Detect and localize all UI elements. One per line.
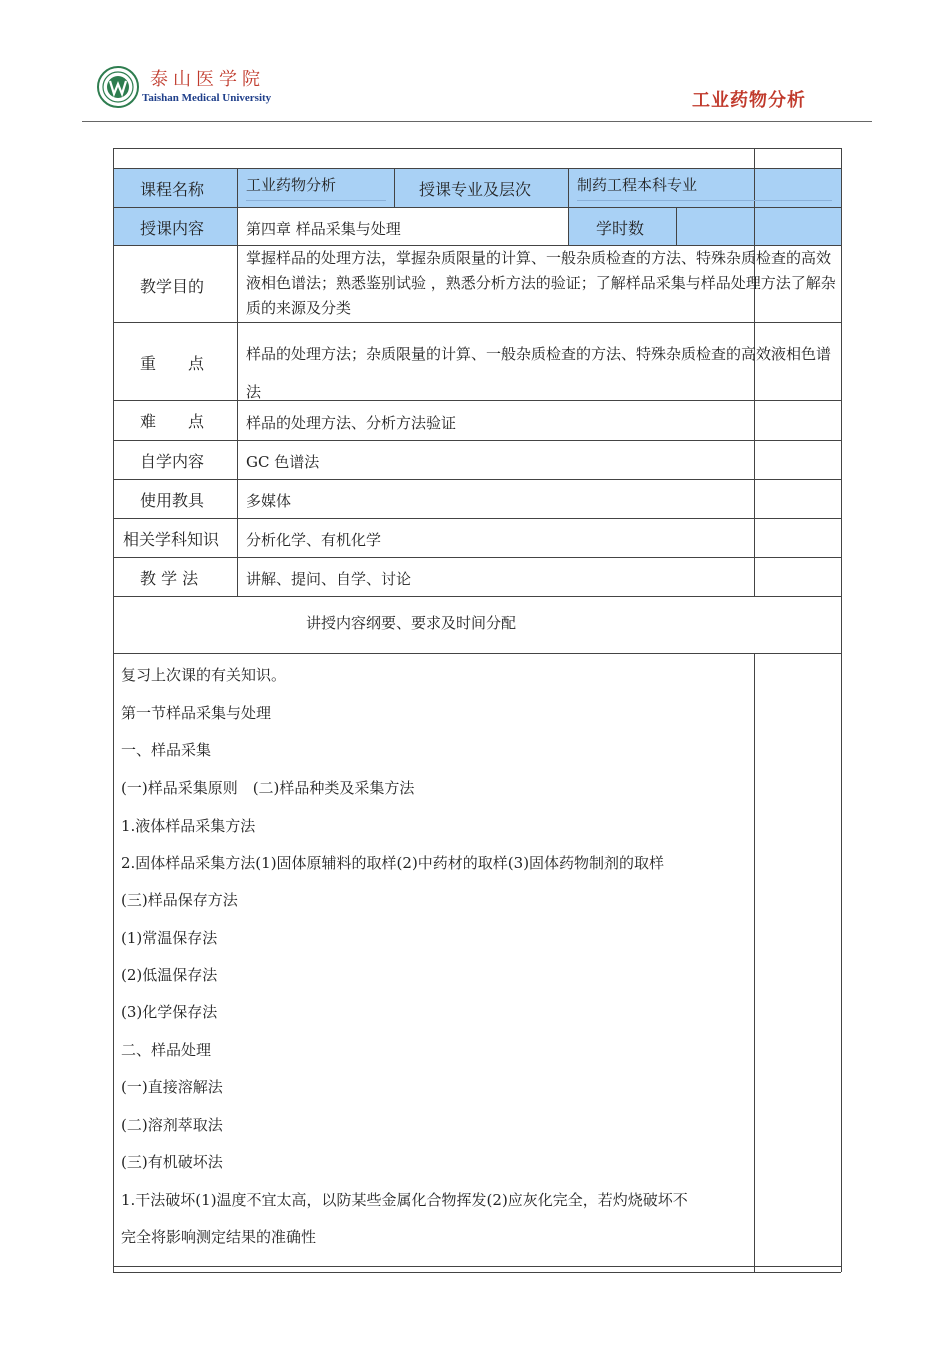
field-underline: [246, 200, 386, 201]
body-line: 二、样品处理: [121, 1041, 212, 1059]
body-line: (三)样品保存方法: [121, 891, 238, 909]
body-line: 完全将影响测定结果的准确性: [121, 1228, 317, 1246]
major-label: 授课专业及层次: [419, 180, 532, 199]
table-border: [113, 148, 841, 149]
hours-label: 学时数: [596, 219, 645, 238]
major-value: 制药工程本科专业: [577, 176, 698, 194]
course-name-label: 课程名称: [140, 180, 205, 199]
body-line: (三)有机破坏法: [121, 1153, 223, 1171]
content-value: 第四章 样品采集与处理: [246, 220, 401, 238]
row-label: 使用教具: [140, 491, 205, 510]
course-name-value: 工业药物分析: [246, 176, 337, 194]
content-label: 授课内容: [140, 219, 205, 238]
row-label: 自学内容: [140, 452, 205, 471]
table-border: [113, 207, 841, 208]
table-border: [841, 148, 842, 1272]
table-border: [113, 479, 841, 480]
table-border: [113, 1266, 841, 1267]
table-border: [113, 322, 841, 323]
table-border: [237, 168, 238, 596]
table-border: [113, 440, 841, 441]
outline-title: 讲授内容纲要、要求及时间分配: [306, 614, 517, 632]
body-line: (2)低温保存法: [121, 966, 218, 984]
body-line: (一)直接溶解法: [121, 1078, 223, 1096]
table-border: [113, 596, 841, 597]
university-name-cn: 泰山医学院: [150, 69, 265, 90]
body-line: (一)样品采集原则 (二)样品种类及采集方法: [121, 779, 415, 797]
header-divider: [82, 121, 872, 122]
table-border: [394, 168, 395, 207]
body-line: 1.干法破坏(1)温度不宜太高，以防某些金属化合物挥发(2)应灰化完全，若灼烧破坏不: [121, 1191, 688, 1209]
row-value: 多媒体: [246, 492, 292, 510]
table-border: [113, 148, 114, 1272]
table-border: [113, 168, 841, 169]
body-line: (1)常温保存法: [121, 929, 218, 947]
row-value: GC 色谱法: [246, 453, 320, 471]
body-line: 一、样品采集: [121, 741, 212, 759]
row-value: 样品的处理方法；杂质限量的计算、一般杂质检查的方法、特殊杂质检查的高效液相色谱法: [246, 345, 832, 401]
row-label: 相关学科知识: [123, 530, 220, 549]
row-value: 讲解、提问、自学、讨论: [246, 570, 412, 588]
table-border: [113, 518, 841, 519]
row-label: 重 点: [140, 354, 205, 373]
row-label: 难 点: [140, 412, 205, 431]
university-emblem-icon: [97, 66, 139, 108]
body-line: 1.液体样品采集方法: [121, 817, 256, 835]
body-line: 2.固体样品采集方法(1)固体原辅料的取样(2)中药材的取样(3)固体药物制剂的取样: [121, 854, 665, 872]
table-border: [754, 653, 755, 1272]
body-line: (3)化学保存法: [121, 1003, 218, 1021]
table-border: [113, 557, 841, 558]
table-border: [113, 1272, 841, 1273]
body-line: 复习上次课的有关知识。: [121, 666, 287, 684]
body-line: (二)溶剂萃取法: [121, 1116, 223, 1134]
table-border: [568, 168, 569, 245]
row-label: 教 学 法: [140, 569, 199, 588]
table-border: [676, 207, 677, 245]
table-border: [113, 653, 841, 654]
row-value: 掌握样品的处理方法，掌握杂质限量的计算、一般杂质检查的方法、特殊杂质检查的高效液相色谱法；熟悉鉴别试验 ，熟悉分析方法的验证；了解样品采集与样品处理方法了解杂质的来源及分类: [246, 249, 836, 317]
row-label: 教学目的: [140, 277, 205, 296]
field-underline: [577, 200, 832, 201]
row-value: 分析化学、有机化学: [246, 531, 382, 549]
body-line: 第一节样品采集与处理: [121, 704, 272, 722]
row-value: 样品的处理方法、分析方法验证: [246, 414, 457, 432]
page-header-course-title: 工业药物分析: [692, 90, 806, 111]
university-name-en: Taishan Medical University: [142, 92, 272, 104]
